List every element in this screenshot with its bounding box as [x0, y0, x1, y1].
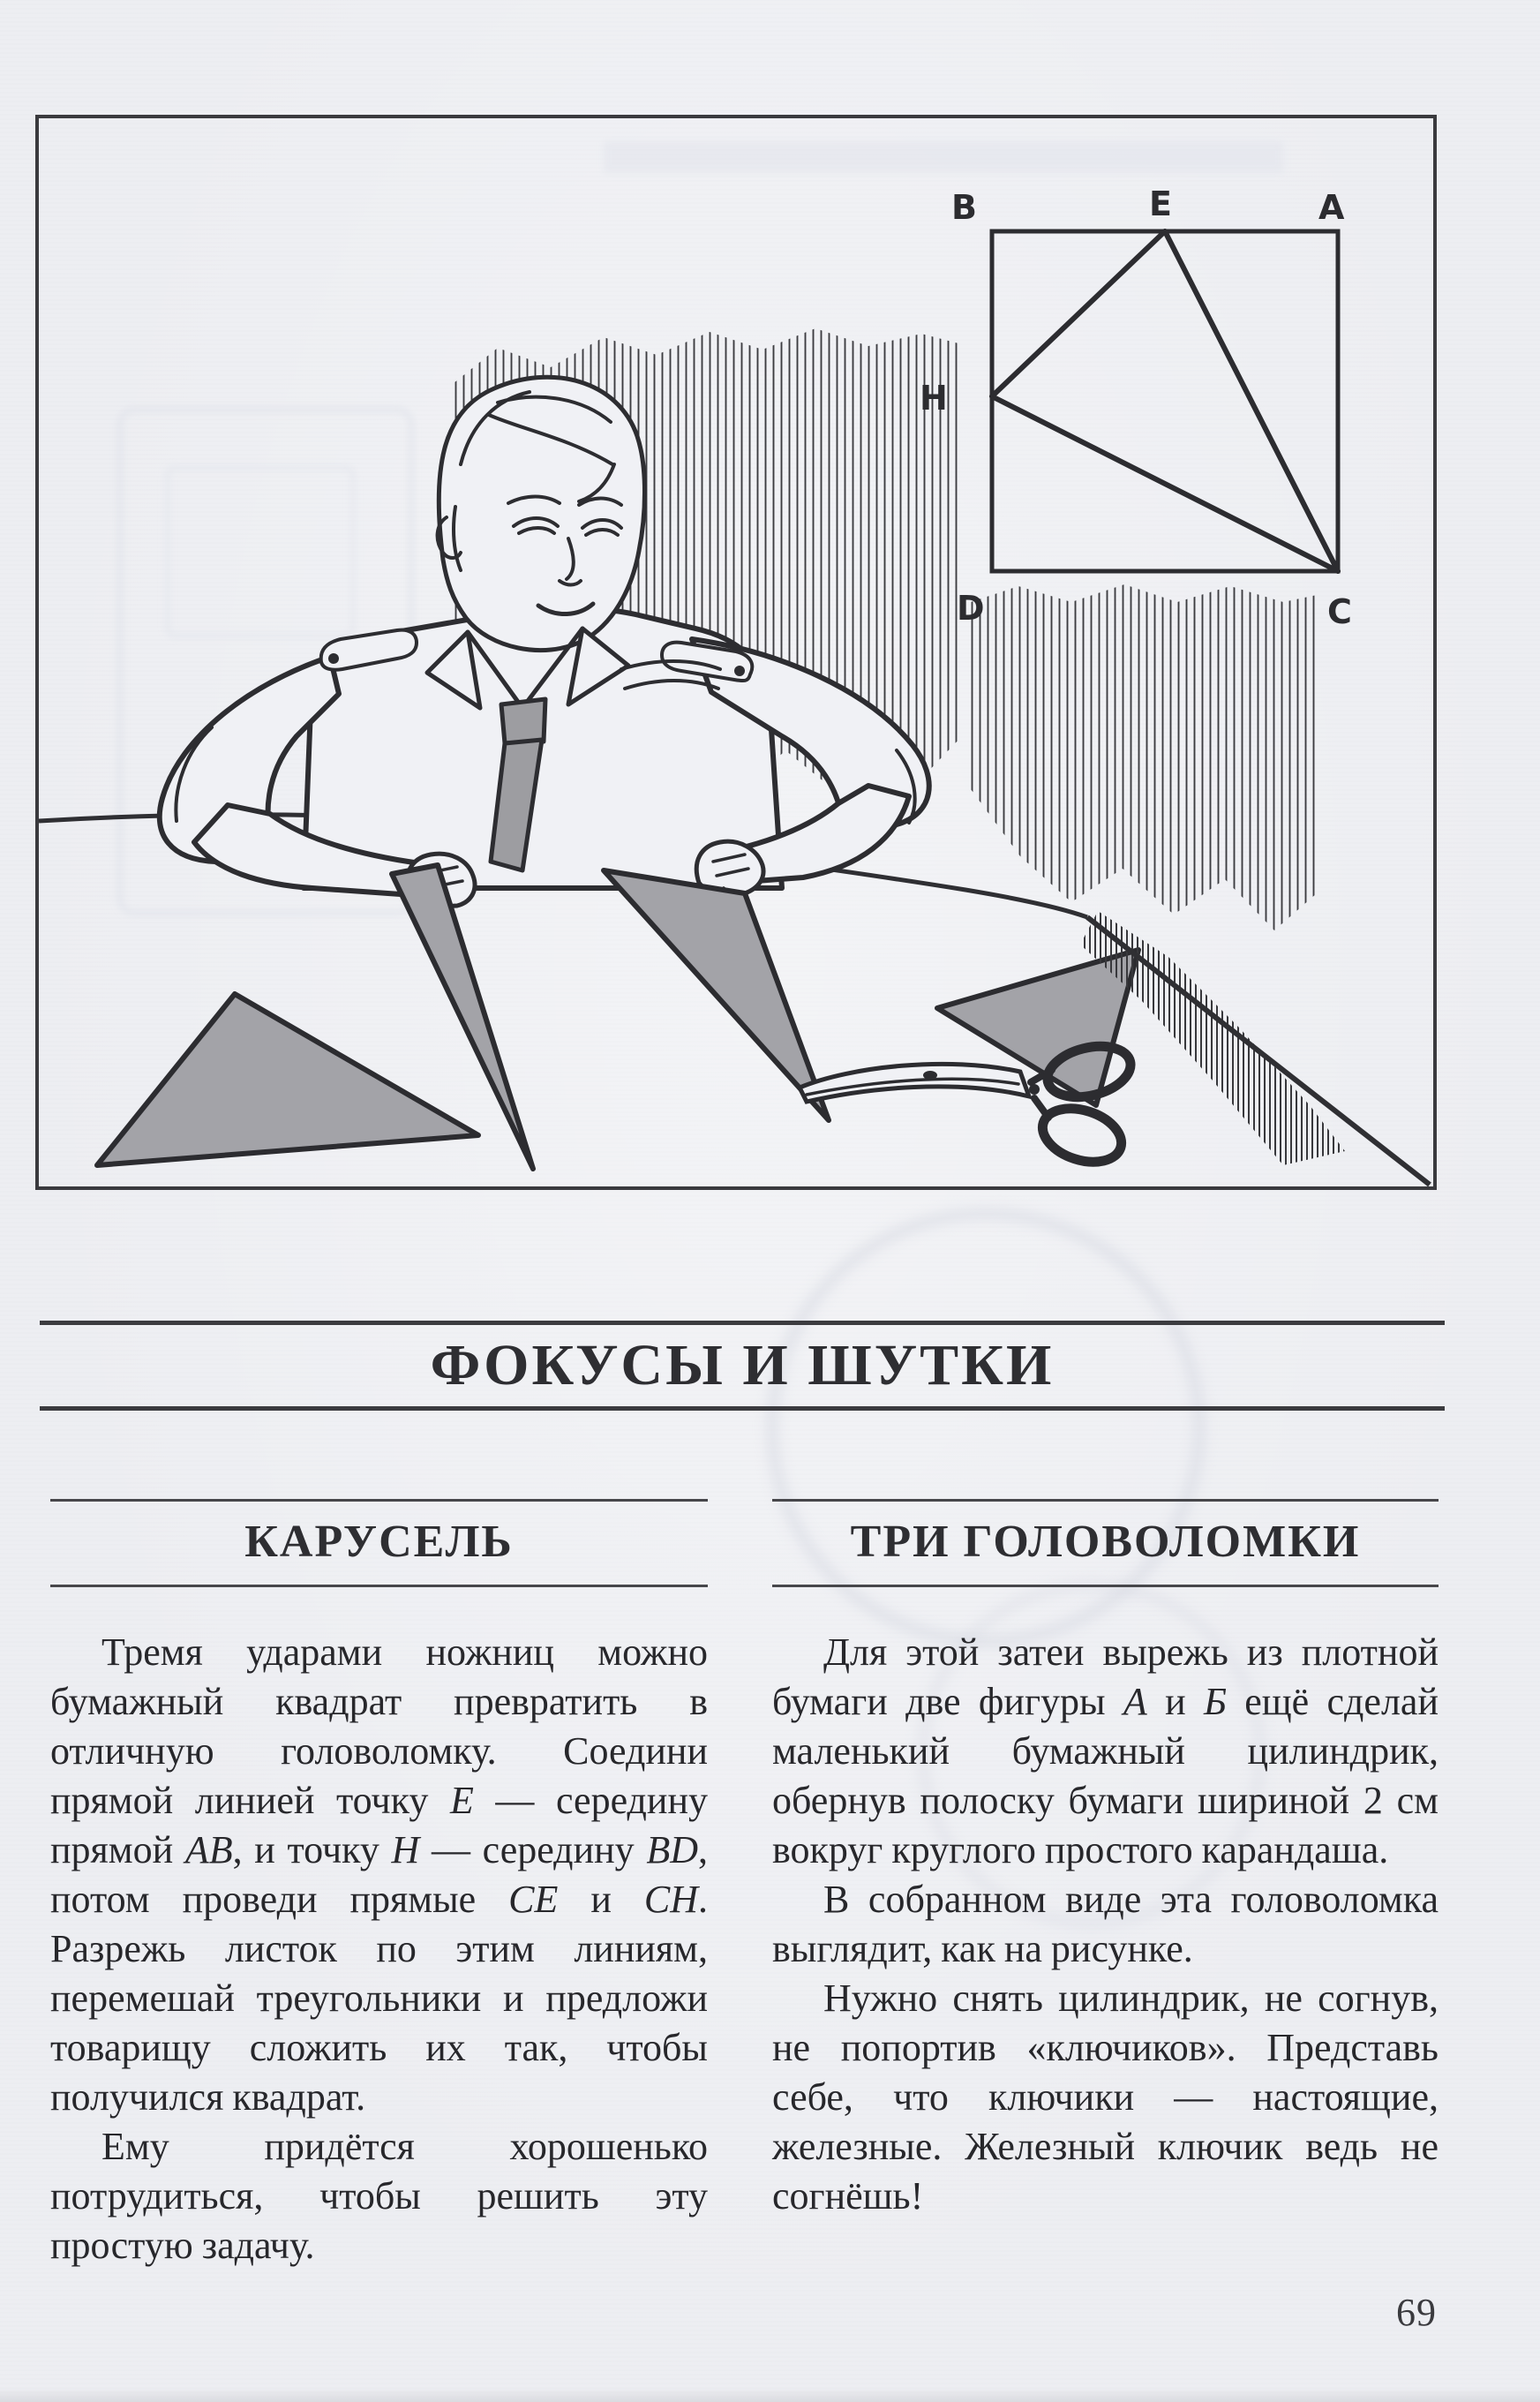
illustration-frame: [35, 115, 1437, 1190]
column-tri-golovolomki: [772, 1499, 1439, 2221]
diagram-label-a: A: [1318, 188, 1345, 227]
diagram-label-d: D: [957, 589, 985, 628]
diagram-label-b: B: [951, 188, 977, 227]
column-karusel: [50, 1499, 708, 2270]
scan-edge-shade: [0, 2388, 1540, 2402]
divider-rule: [50, 1585, 708, 1587]
diagram-label-c: C: [1327, 592, 1352, 631]
column-body: [772, 1628, 1439, 2221]
column-body: [50, 1628, 708, 2270]
diagram-label-h: H: [920, 379, 948, 418]
page-title: ФОКУСЫ И ШУТКИ: [430, 1333, 1055, 1397]
paragraph: Тремя ударами ножниц можно бумажный квадрат превратить в отличную головоломку. Соедини прямой линией точку Е — середину прямой АВ, и точку Н — середину BD, потом проведи прямые СЕ и СН. Разрежь листок по этим линиям, перемешай треугольники и предложи товарищу сложить их так, чтобы получился квадрат.: [50, 1630, 709, 2119]
diagram-line-hc: [992, 396, 1338, 571]
paragraph: Ему придётся хорошенько потрудиться, чтобы решить эту простую задачу.: [50, 2125, 708, 2267]
paragraph: В собранном виде эта головоломка выглядит, как на рисунке.: [772, 1878, 1439, 1970]
divider-rule: [40, 1406, 1445, 1411]
diagram-square: [992, 231, 1338, 571]
table-corner-edge: [1087, 917, 1430, 1185]
diagram-line-he: [992, 231, 1165, 396]
triangle-piece: [97, 994, 478, 1165]
section-title-band: [40, 1321, 1445, 1411]
diagram-label-e: E: [1149, 184, 1172, 223]
divider-rule: [772, 1585, 1439, 1587]
triangle-piece: [604, 870, 829, 1120]
illustration: [39, 118, 1433, 1186]
column-heading: КАРУСЕЛЬ: [244, 1517, 514, 1567]
geometry-diagram: [920, 184, 1352, 631]
paragraph: Нужно снять цилиндрик, не согнув, не попортив «ключиков». Представь себе, что ключики — настоящие, железные. Железный ключик ведь не согнёшь!: [772, 1977, 1439, 2218]
page-number: 69: [1396, 2291, 1437, 2334]
paragraph: Для этой затеи вырежь из плотной бумаги две фигуры А и Б ещё сделай маленький бумажный цилиндрик, обернув полоску бумаги шириной 2 см вокруг круглого простого карандаша.: [772, 1630, 1439, 1871]
diagram-line-ec: [1165, 231, 1338, 571]
column-heading: ТРИ ГОЛОВОЛОМКИ: [850, 1517, 1361, 1567]
